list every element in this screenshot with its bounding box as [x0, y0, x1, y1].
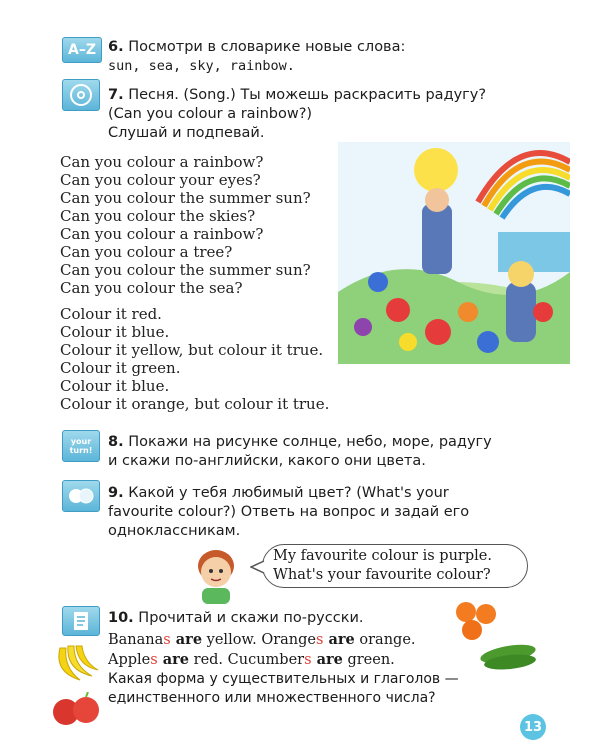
- your-turn-icon: your turn!: [62, 430, 100, 462]
- bubble-line-2: What's your favourite colour?: [273, 567, 491, 583]
- exercise-8-line-2: и скажи по-английски, какого они цвета.: [108, 453, 426, 469]
- plural-ending: s: [163, 632, 171, 648]
- exercise-8-number: 8.: [108, 434, 124, 450]
- plural-ending: s: [316, 632, 324, 648]
- question-line-2: единственного или множественного числа?: [108, 690, 436, 706]
- song-line: Can you colour a rainbow?: [60, 225, 264, 243]
- exercise-9-line-3: одноклассникам.: [108, 523, 241, 539]
- exercise-7-number: 7.: [108, 87, 124, 103]
- song-line: Colour it blue.: [60, 323, 170, 341]
- exercise-9-line-1: Какой у тебя любимый цвет? (What's your: [128, 485, 449, 501]
- apples-illustration: [50, 692, 102, 728]
- bananas-illustration: [52, 642, 102, 686]
- song-line: Colour it red.: [60, 305, 162, 323]
- song-line: Can you colour the skies?: [60, 207, 256, 225]
- exercise-10-number: 10.: [108, 610, 134, 626]
- text-fragment: green.: [342, 652, 395, 668]
- song-line: Can you colour a rainbow?: [60, 153, 264, 171]
- exercise-6-instruction: Посмотри в словарике новые слова:: [128, 39, 406, 55]
- exercise-9-line-2: favourite colour?) Ответь на вопрос и задай его: [108, 504, 470, 520]
- exercise-7-listen: Слушай и подпевай.: [108, 125, 265, 141]
- page-number: 13: [520, 714, 546, 740]
- song-line: Colour it green.: [60, 359, 181, 377]
- speech-bubble: [262, 544, 528, 588]
- verb-are: are: [157, 651, 190, 668]
- exercise-6-number: 6.: [108, 39, 124, 55]
- audio-cd-icon: [62, 79, 100, 111]
- verb-are: are: [311, 651, 343, 668]
- song-line: Can you colour a tree?: [60, 243, 233, 261]
- song-line: Can you colour the summer sun?: [60, 261, 311, 279]
- exercise-10-text: [108, 630, 459, 708]
- song-line: Can you colour your eyes?: [60, 171, 261, 189]
- rainbow-painting-illustration: [338, 142, 570, 364]
- word-banana: Banana: [108, 632, 164, 648]
- exercise-8: [108, 433, 492, 471]
- speech-bubble-tail: [250, 560, 266, 574]
- exercise-7: [108, 86, 486, 143]
- verb-are: are: [170, 631, 203, 648]
- dictionary-icon: A–Z: [62, 37, 102, 63]
- pair-work-icon: [62, 480, 100, 512]
- plural-ending: s: [150, 652, 158, 668]
- exercise-9: [108, 484, 469, 541]
- text-fragment: orange.: [354, 632, 416, 648]
- cucumbers-illustration: [478, 642, 540, 672]
- song-verse-2: [60, 305, 329, 413]
- plural-line-1: [108, 630, 459, 650]
- song-line: Colour it orange, but colour it true.: [60, 395, 330, 413]
- song-verse-1: [60, 153, 311, 297]
- song-line: Can you colour the summer sun?: [60, 189, 311, 207]
- word-apple: Apple: [108, 652, 151, 668]
- exercise-6: [108, 38, 405, 76]
- exercise-10-instruction: Прочитай и скажи по-русски.: [138, 610, 364, 626]
- exercise-10-title: [108, 609, 363, 628]
- bubble-line-1: My favourite colour is purple.: [273, 548, 492, 564]
- plural-line-2: [108, 650, 459, 670]
- exercise-6-words: sun, sea, sky, rainbow.: [108, 58, 295, 74]
- text-fragment: yellow. Orange: [202, 632, 317, 648]
- plural-ending: s: [304, 652, 312, 668]
- boy-illustration: [186, 544, 248, 604]
- exercise-7-instruction: Песня. (Song.) Ты можешь раскрасить радугу?: [128, 87, 487, 103]
- exercise-7-translation: (Can you colour a rainbow?): [108, 106, 313, 122]
- song-line: Colour it yellow, but colour it true.: [60, 341, 324, 359]
- reading-icon: [62, 606, 100, 636]
- oranges-illustration: [452, 600, 500, 642]
- verb-are: are: [323, 631, 355, 648]
- song-line: Can you colour the sea?: [60, 279, 243, 297]
- song-line: Colour it blue.: [60, 377, 170, 395]
- exercise-8-line-1: Покажи на рисунке солнце, небо, море, радугу: [128, 434, 492, 450]
- question-line-1: Какая форма у существительных и глаголов —: [108, 671, 459, 687]
- text-fragment: red. Cucumber: [189, 652, 305, 668]
- exercise-9-number: 9.: [108, 485, 124, 501]
